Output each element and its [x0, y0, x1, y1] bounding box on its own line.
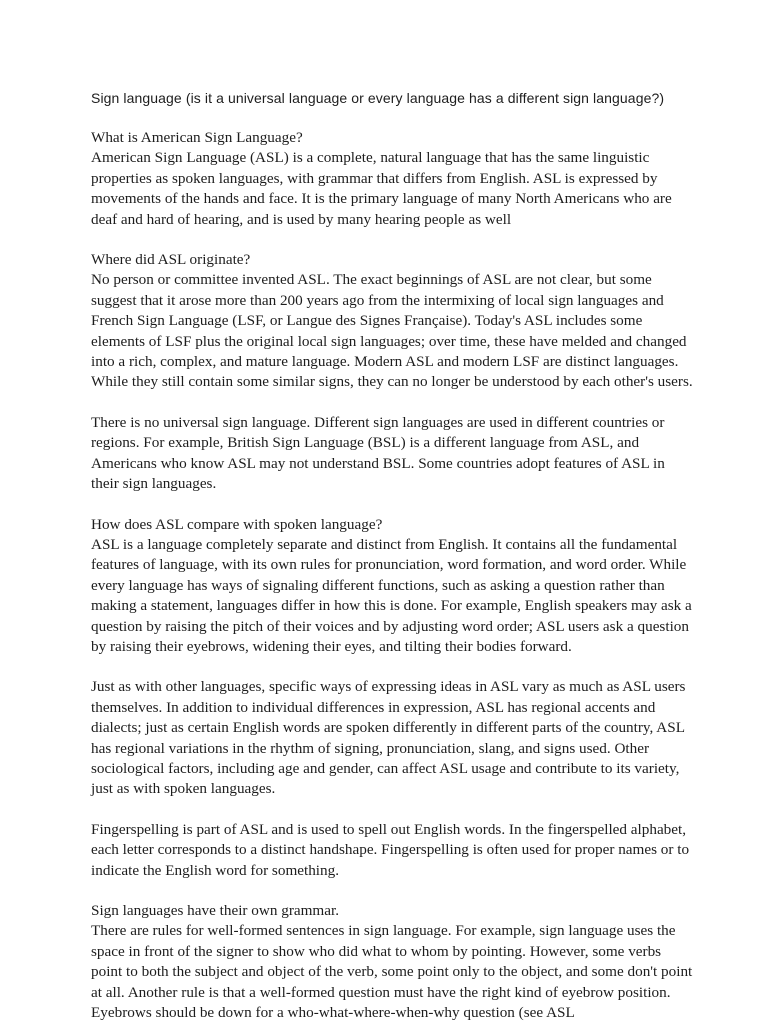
section	[91, 901, 693, 1023]
section-paragraph: Just as with other languages, specific ways of expressing ideas in ASL vary as much as ASL users themselves. In addition to individual differences in expression, ASL has regional accents and dialects; just as certain English words are spoken differently in different parts of the country, ASL has regional variations in the rhythm of signing, pronunciation, slang, and signs used. Other sociological factors, including age and gender, can affect ASL usage and contribute to its variety, just as with spoken languages.	[91, 678, 686, 798]
section-paragraph: ASL is a language completely separate and distinct from English. It contains all the fundamental features of language, with its own rules for pronunciation, word formation, and word order. While every language has ways of signaling different functions, such as asking a question rather than making a statement, languages differ in how this is done. For example, English speakers may ask a question by raising the pitch of their voices and by adjusting word order; ASL users ask a question by raising their eyebrows, widening their eyes, and tilting their bodies forward.	[91, 535, 692, 655]
section-paragraph: American Sign Language (ASL) is a complete, natural language that has the same linguistic properties as spoken languages, with grammar that differs from English. ASL is expressed by movements of the hands and face. It is the primary language of many North Americans who are deaf and hard of hearing, and is used by many hearing people as well	[91, 149, 672, 228]
section-heading: How does ASL compare with spoken language?	[91, 515, 383, 533]
section	[91, 820, 693, 881]
section-paragraph: There are rules for well-formed sentences in sign language. For example, sign language uses the space in front of the signer to show who did what to whom by pointing. However, some verbs point to both the subject and object of the verb, some point only to the object, and some don't point at all. Another rule is that a well-formed question must have the right kind of eyebrow position. Eyebrows should be down for a who-what-where-when-why question (see ASL	[91, 922, 693, 1022]
section-paragraph: There is no universal sign language. Different sign languages are used in different countries or regions. For example, British Sign Language (BSL) is a different language from ASL, and Americans who know ASL may not understand BSL. Some countries adopt features of ASL in their sign languages.	[91, 413, 665, 493]
section	[91, 515, 693, 658]
section-heading: Sign languages have their own grammar.	[91, 902, 339, 919]
section-paragraph: Fingerspelling is part of ASL and is used to spell out English words. In the fingerspelled alphabet, each letter corresponds to a distinct handshape. Fingerspelling is often used for proper names or to indicate the English word for something.	[91, 820, 690, 879]
section-heading: What is American Sign Language?	[91, 129, 303, 146]
section	[91, 250, 693, 393]
section	[91, 128, 693, 230]
section-paragraph: No person or committee invented ASL. The exact beginnings of ASL are not clear, but some suggest that it arose more than 200 years ago from the intermixing of local sign languages and French Sign Language (LSF, or Langue des Signes Française). Today's ASL includes some elements of LSF plus the original local sign languages; over time, these have melded and changed into a rich, complex, and mature language. Modern ASL and modern LSF are distinct languages. While they still contain some similar signs, they can no longer be understood by each other's users.	[91, 271, 693, 391]
section	[91, 677, 693, 799]
section-heading: Where did ASL originate?	[91, 251, 251, 269]
section	[91, 413, 693, 495]
document-title: Sign language (is it a universal language or every language has a different sign language?)	[91, 90, 665, 106]
